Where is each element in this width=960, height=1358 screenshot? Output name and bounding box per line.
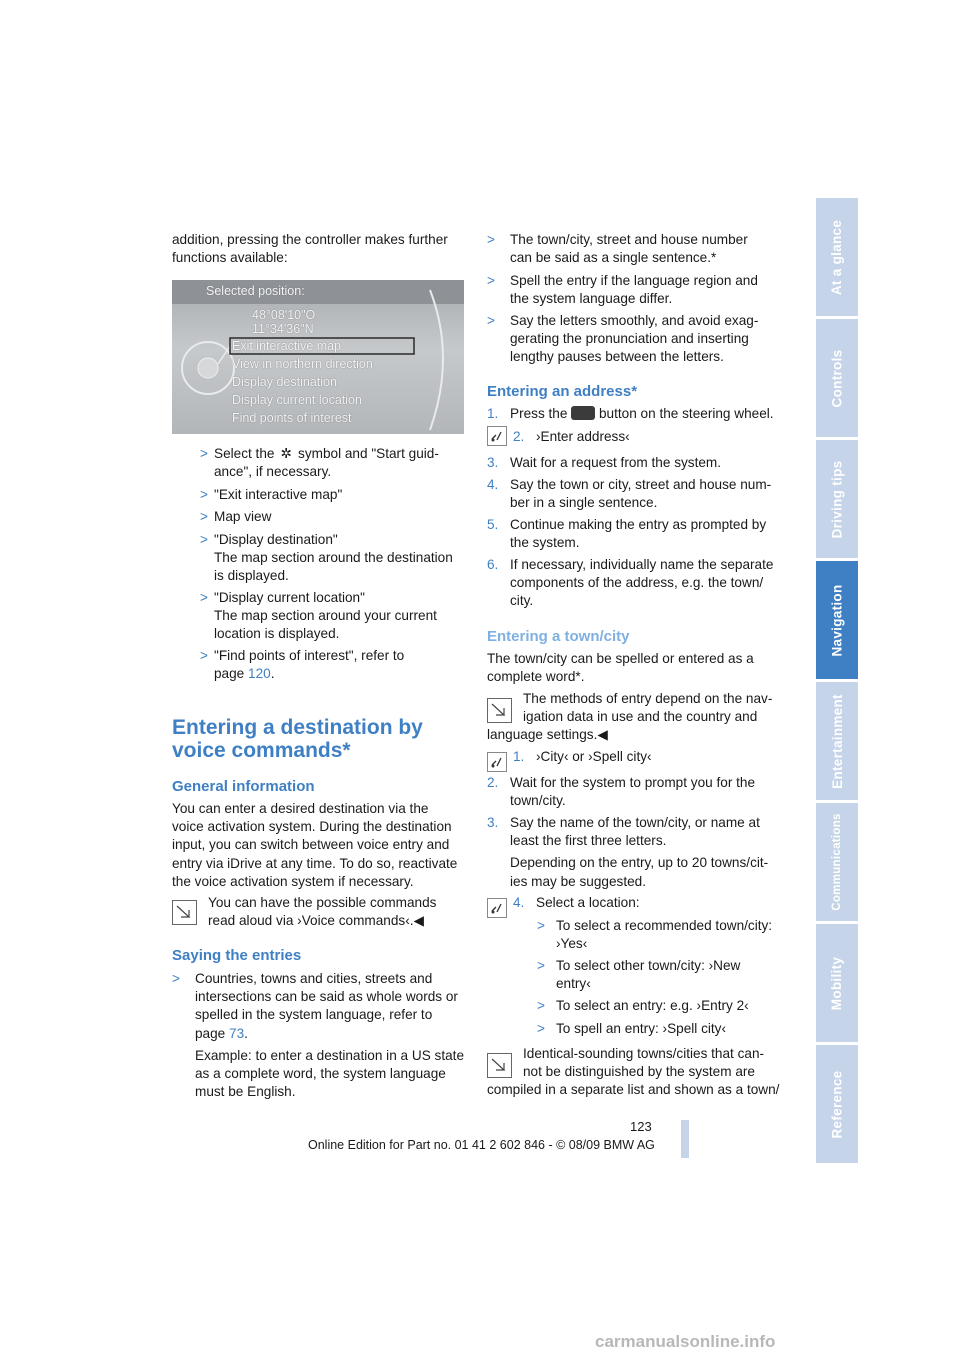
text-line: Say the name of the town/city, or name at bbox=[510, 815, 760, 830]
intro-text: addition, pressing the controller makes further functions available: bbox=[172, 232, 448, 266]
tab-at-a-glance[interactable] bbox=[816, 198, 858, 319]
tab-communications[interactable] bbox=[816, 803, 858, 924]
text-line: must be English. bbox=[195, 1084, 296, 1100]
tab-label: Entertainment bbox=[829, 693, 845, 789]
text-line: the voice activation system if necessary. bbox=[172, 873, 414, 889]
list-item bbox=[487, 774, 787, 810]
text-line: To spell an entry: ›Spell city‹ bbox=[556, 1021, 726, 1036]
general-heading: General information bbox=[172, 778, 315, 795]
text-line: To select an entry: e.g. ›Entry 2‹ bbox=[556, 998, 749, 1013]
idrive-screenshot bbox=[172, 280, 464, 434]
bullet-marker: > bbox=[487, 232, 495, 247]
text-line: input, you can switch between voice entry and bbox=[172, 837, 450, 853]
step-number: 5. bbox=[487, 517, 499, 532]
tab-mobility[interactable] bbox=[816, 924, 858, 1045]
bullet-text: symbol and "Start guid- bbox=[298, 446, 439, 461]
text-line: language settings.◀ bbox=[487, 727, 608, 743]
bullet-marker: > bbox=[537, 998, 545, 1013]
text-line: The town/city, street and house number bbox=[510, 232, 748, 247]
text-line: Say the letters smoothly, and avoid exag- bbox=[510, 313, 759, 328]
text-line: If necessary, individually name the separate bbox=[510, 557, 774, 572]
final-note bbox=[487, 1045, 787, 1100]
text-line: city. bbox=[510, 593, 534, 609]
screen-item-exit: Exit interactive map bbox=[232, 339, 342, 353]
bullet-marker: > bbox=[200, 446, 208, 461]
section-heading-line1: Entering a destination by bbox=[172, 716, 423, 739]
steering-voice-button-icon bbox=[571, 406, 595, 420]
text-line: components of the address, e.g. the town/ bbox=[510, 575, 764, 591]
list-item bbox=[200, 445, 466, 481]
step-number: 3. bbox=[487, 815, 499, 830]
page-link-73[interactable]: 73 bbox=[229, 1025, 245, 1041]
text-line: gerating the pronunciation and inserting bbox=[510, 331, 749, 347]
bullet-marker: > bbox=[537, 1021, 545, 1036]
page-link-120[interactable]: 120 bbox=[248, 666, 271, 682]
edition-line: Online Edition for Part no. 01 41 2 602 846 - © 08/09 BMW AG bbox=[308, 1138, 655, 1152]
town-step4 bbox=[513, 894, 788, 1036]
tab-label: Driving tips bbox=[829, 460, 845, 538]
bullet-text: "Exit interactive map" bbox=[214, 487, 343, 502]
tab-label: Communications bbox=[831, 813, 843, 911]
bullet-text: "Display destination" bbox=[214, 532, 338, 547]
text-line: town/city. bbox=[510, 793, 566, 809]
list-item bbox=[487, 454, 787, 472]
bullet-text: The map section around the destination bbox=[214, 550, 453, 566]
text-line: the system language differ. bbox=[510, 291, 673, 307]
tab-label: Mobility bbox=[829, 956, 845, 1010]
list-item bbox=[200, 508, 466, 526]
text-line: Spell the entry if the language region and bbox=[510, 273, 758, 288]
text-line: Press the bbox=[510, 406, 568, 421]
tab-label: Navigation bbox=[829, 583, 845, 657]
text-line: Wait for the system to prompt you for the bbox=[510, 775, 756, 790]
list-item bbox=[200, 486, 466, 504]
bullet-marker: > bbox=[200, 590, 208, 605]
text-line: read aloud via ›Voice commands‹.◀ bbox=[208, 913, 424, 929]
screen-item-poi: Find points of interest bbox=[232, 411, 352, 425]
text-line: Identical-sounding towns/cities that can- bbox=[523, 1046, 765, 1061]
text-line: entry‹ bbox=[556, 976, 591, 992]
text-line: ber in a single sentence. bbox=[510, 495, 658, 511]
bullet-marker: > bbox=[172, 971, 180, 986]
tab-label: Reference bbox=[829, 1070, 845, 1138]
text-line: Wait for a request from the system. bbox=[510, 455, 722, 470]
text-line: You can enter a desired destination via the bbox=[172, 801, 429, 816]
footer-bar bbox=[681, 1120, 689, 1158]
text-line: You can have the possible commands bbox=[208, 895, 437, 910]
list-item bbox=[537, 957, 787, 993]
text-line: as a complete word, the system language bbox=[195, 1066, 446, 1082]
tab-reference[interactable] bbox=[816, 1045, 858, 1166]
text-line: lengthy pauses between the letters. bbox=[510, 349, 724, 365]
text-line: least the first three letters. bbox=[510, 833, 667, 849]
bullet-text: page bbox=[214, 666, 245, 682]
bullet-marker: > bbox=[537, 918, 545, 933]
bullet-text: ance", if necessary. bbox=[214, 464, 332, 480]
bullet-text: location is displayed. bbox=[214, 626, 340, 642]
text-line: intersections can be said as whole words or bbox=[195, 989, 458, 1005]
text-line: . bbox=[244, 1025, 248, 1041]
step-number: 4. bbox=[487, 477, 499, 492]
text-line: Example: to enter a destination in a US state bbox=[195, 1047, 465, 1063]
tab-navigation[interactable] bbox=[816, 561, 858, 682]
list-item bbox=[487, 405, 787, 423]
note-arrow-icon bbox=[172, 900, 197, 925]
voice-command-icon bbox=[487, 426, 507, 446]
text-line: Select a location: bbox=[536, 895, 640, 910]
text-line: page bbox=[195, 1025, 226, 1041]
tab-driving-tips[interactable] bbox=[816, 440, 858, 561]
step-number: 1. bbox=[513, 749, 525, 764]
watermark: carmanualsonline.info bbox=[595, 1332, 776, 1351]
bullet-marker: > bbox=[200, 509, 208, 524]
saying-heading: Saying the entries bbox=[172, 947, 302, 964]
list-item bbox=[513, 428, 793, 446]
text-line: button on the steering wheel. bbox=[598, 406, 774, 421]
text-line: The town/city can be spelled or entered as a bbox=[487, 651, 754, 666]
list-item bbox=[487, 556, 787, 611]
text-line: Say the town or city, street and house num- bbox=[510, 477, 772, 492]
note-voice-commands bbox=[208, 894, 468, 930]
text-line: Continue making the entry as prompted by bbox=[510, 517, 767, 532]
screen-title: Selected position: bbox=[206, 284, 305, 298]
screen-coord1: 48°08'10"O bbox=[252, 308, 316, 322]
bullet-text: "Display current location" bbox=[214, 590, 365, 605]
town-note bbox=[487, 690, 787, 745]
step-number: 2. bbox=[513, 429, 525, 444]
bullet-marker: > bbox=[200, 532, 208, 547]
text-line: compiled in a separate list and shown as a town/ bbox=[487, 1082, 780, 1098]
text-line: the system. bbox=[510, 535, 580, 551]
text-line: To select a recommended town/city: bbox=[556, 918, 773, 933]
step-number: 2. bbox=[487, 775, 499, 790]
list-item bbox=[200, 647, 466, 683]
tab-label: Controls bbox=[829, 349, 845, 407]
text-line: spelled in the system language, refer to bbox=[195, 1007, 433, 1023]
step-number: 1. bbox=[487, 406, 499, 421]
saying-item bbox=[172, 970, 468, 1101]
bullet-text: Select the bbox=[214, 446, 275, 461]
screen-coord2: 11°34'36"N bbox=[252, 322, 314, 336]
town-intro bbox=[487, 650, 787, 686]
bullet-text: Map view bbox=[214, 509, 272, 524]
list-item bbox=[537, 917, 787, 953]
screen-item-destination: Display destination bbox=[232, 375, 337, 389]
section-heading-line2: voice commands* bbox=[172, 739, 351, 762]
voice-command-icon bbox=[487, 898, 507, 918]
bullet-text: is displayed. bbox=[214, 568, 289, 584]
list-item bbox=[487, 312, 787, 367]
list-item bbox=[487, 272, 787, 308]
bullet-marker: > bbox=[487, 313, 495, 328]
bullet-marker: > bbox=[487, 273, 495, 288]
list-item bbox=[537, 997, 787, 1015]
list-item bbox=[200, 531, 466, 586]
text-line: ies may be suggested. bbox=[510, 873, 647, 889]
text-line: complete word*. bbox=[487, 669, 585, 685]
text-line: not be distinguished by the system are bbox=[523, 1064, 755, 1080]
text-line: entry via iDrive at any time. To do so, reactivate bbox=[172, 855, 458, 871]
tab-controls[interactable] bbox=[816, 319, 858, 440]
step-number: 3. bbox=[487, 455, 499, 470]
text-line: igation data in use and the country and bbox=[523, 709, 758, 725]
text-line: ›Yes‹ bbox=[556, 936, 588, 952]
bullet-text: . bbox=[270, 666, 275, 682]
list-item bbox=[487, 231, 787, 267]
text-line: can be said as a single sentence.* bbox=[510, 250, 717, 266]
bullet-text: "Find points of interest", refer to bbox=[214, 648, 405, 663]
town-heading: Entering a town/city bbox=[487, 628, 630, 645]
list-item bbox=[200, 589, 466, 644]
list-item bbox=[513, 748, 793, 766]
list-item bbox=[487, 476, 787, 512]
bullet-marker: > bbox=[200, 487, 208, 502]
list-item bbox=[487, 814, 787, 891]
step-number: 4. bbox=[513, 895, 525, 910]
text-line: Countries, towns and cities, streets and bbox=[195, 971, 433, 986]
screen-item-current: Display current location bbox=[232, 393, 362, 407]
bullet-marker: > bbox=[537, 958, 545, 973]
text-line: The methods of entry depend on the nav- bbox=[523, 691, 773, 706]
tab-label: At a glance bbox=[829, 219, 845, 295]
list-item bbox=[487, 516, 787, 552]
bullet-marker: > bbox=[200, 648, 208, 663]
step-number: 6. bbox=[487, 557, 499, 572]
tab-entertainment[interactable] bbox=[816, 682, 858, 803]
general-paragraph bbox=[172, 800, 464, 891]
route-symbol-icon: ✲ bbox=[280, 446, 292, 461]
bullet-text: The map section around your current bbox=[214, 608, 437, 624]
text-line: Depending on the entry, up to 20 towns/cit- bbox=[510, 855, 769, 871]
address-heading: Entering an address* bbox=[487, 383, 638, 400]
screen-item-north: View in northern direction bbox=[232, 357, 373, 371]
text-line: voice activation system. During the destination bbox=[172, 819, 452, 835]
page-number: 123 bbox=[630, 1119, 652, 1134]
text-line: To select other town/city: ›New bbox=[556, 958, 741, 973]
text-line: ›Enter address‹ bbox=[536, 429, 630, 444]
voice-command-icon bbox=[487, 752, 507, 772]
text-line: ›City‹ or ›Spell city‹ bbox=[536, 749, 652, 764]
list-item bbox=[537, 1020, 787, 1038]
